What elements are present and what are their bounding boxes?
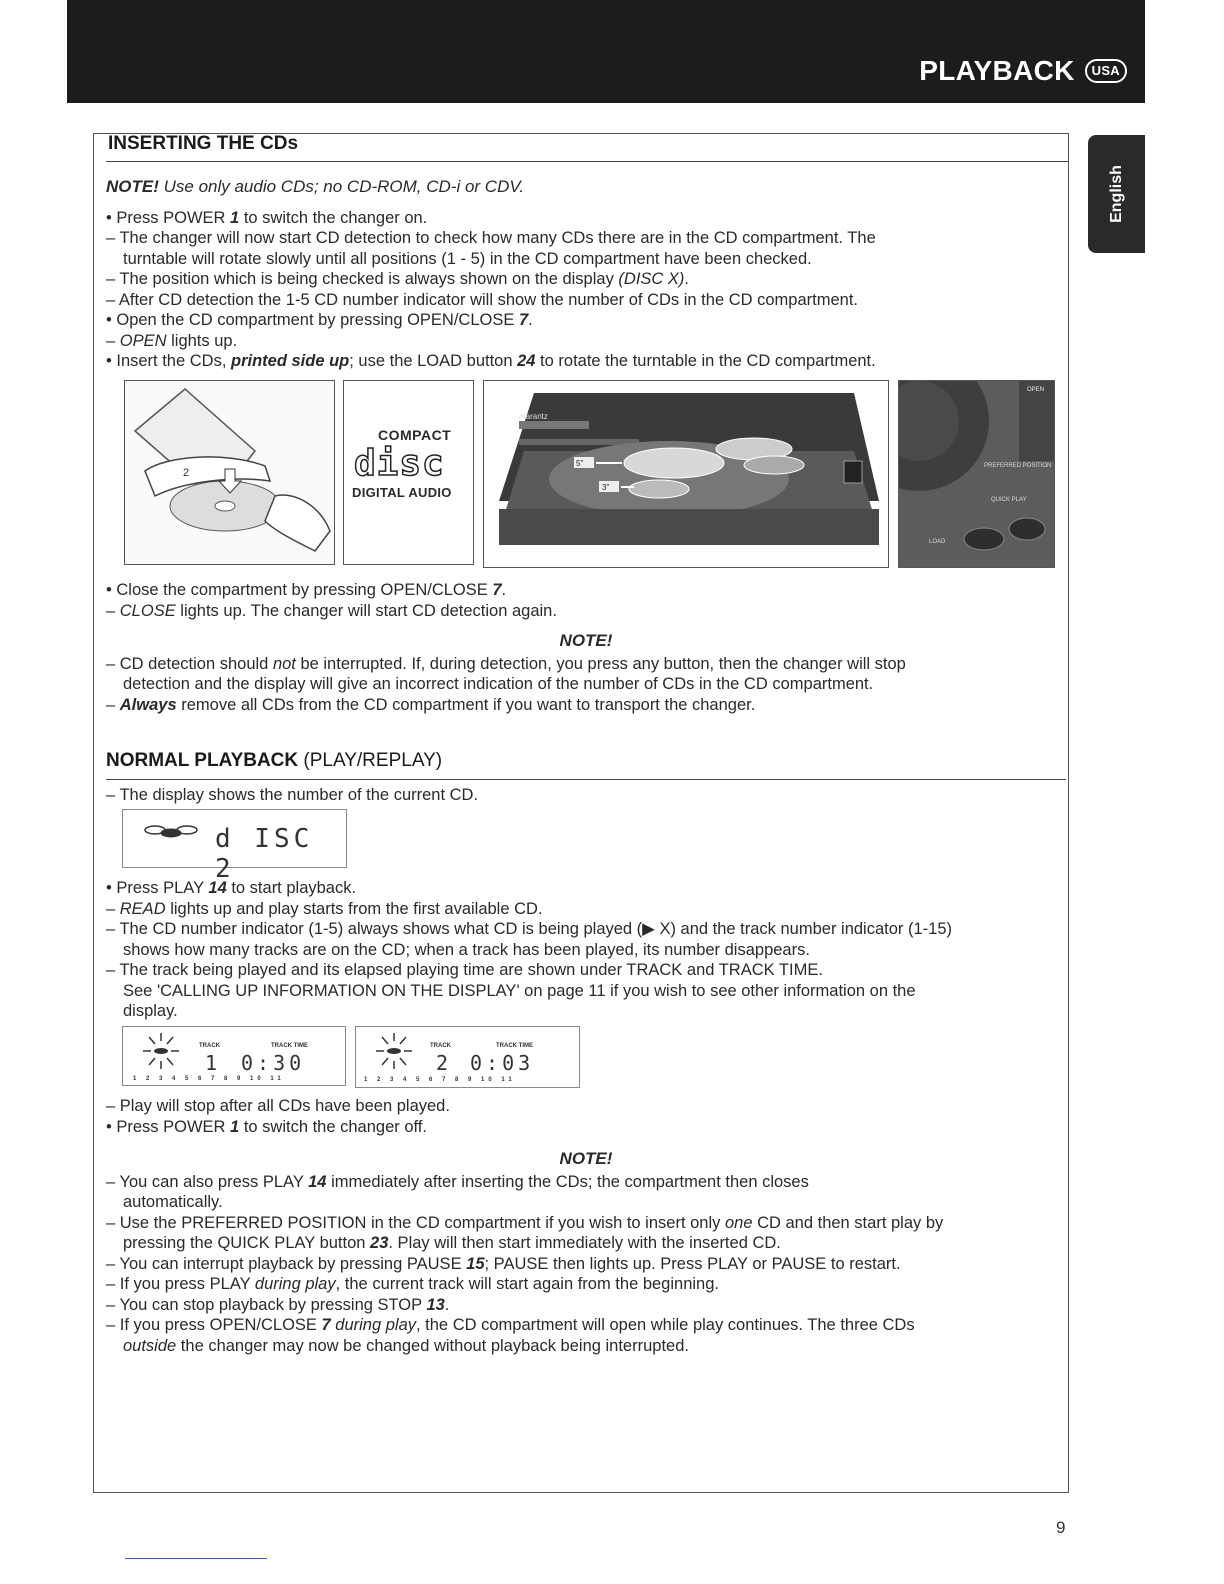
text-line: • Press PLAY 14 to start playback. [106,879,357,897]
text-line: – The changer will now start CD detection to check how many CDs there are in the CD compartment. The [106,229,876,247]
track-display-1: TRACK TRACK TIME 1 0:30 1 2 3 4 5 6 7 8 9 10 11 [122,1026,346,1086]
text-line: shows how many tracks are on the CD; when a track has been played, its number disappears. [123,940,810,959]
section2-lines [106,878,1066,1022]
text-line: – CD detection should not be interrupted. If, during detection, you press any button, then the changer will stop [106,654,906,673]
text-line: – Always remove all CDs from the CD compartment if you want to transport the changer. [106,695,756,714]
footer-link-rule [125,1558,267,1559]
disc-display-text: d ISC 2 [215,824,314,884]
text-line: outside the changer may now be changed without playback being interrupted. [123,1336,689,1355]
open-label: OPEN [1027,387,1045,393]
text-line: – The track being played and its elapsed playing time are shown under TRACK and TRACK TIME. [106,961,823,979]
text-line: pressing the QUICK PLAY button 23. Play will then start immediately with the inserted CD. [123,1234,781,1252]
track-display-2: TRACK TRACK TIME 2 0:03 1 2 3 4 5 6 7 8 9 10 11 [355,1026,580,1088]
text-line: – You can also press PLAY 14 immediately after inserting the CDs; the compartment then closes [106,1172,809,1191]
text-line: – You can stop playback by pressing STOP 13. [106,1295,450,1314]
note2-heading: NOTE! [559,631,613,650]
section1-after [106,580,1066,715]
section2-intro: – The display shows the number of the current CD. [106,786,479,804]
text-line: – If you press PLAY during play, the current track will start again from the beginning. [106,1275,719,1293]
text-line: – The position which is being checked is always shown on the display (DISC X). [106,270,689,288]
size-label-5: 5" [576,459,584,468]
text-line: • Press POWER 1 to switch the changer off. [106,1117,427,1136]
size-label-3: 3" [602,483,610,492]
text-line: • Insert the CDs, printed side up; use the LOAD button 24 to rotate the turntable in the CD compartment. [106,352,876,370]
playing-disc-icon [141,1031,181,1071]
section1-lines [106,208,1066,372]
text-line: – Use the PREFERRED POSITION in the CD compartment if you wish to insert only one CD and then start play by [106,1213,944,1232]
text-line: display. [123,1002,178,1020]
text-line: – OPEN lights up. [106,331,238,350]
language-tab: English [1088,135,1145,253]
section1-text [106,177,1066,372]
section-title-inserting: INSERTING THE CDs [108,133,299,154]
page-header [67,0,1145,103]
preferred-position-label: PREFERRED POSITION [984,463,1052,469]
svg-text:2: 2 [183,467,190,479]
text-line: – If you press OPEN/CLOSE 7 during play, the CD compartment will open while play continues. The three CDs [106,1316,915,1334]
section2-after [106,1096,1066,1356]
disc-display [122,809,347,884]
compact-disc-logo: COMPACT disc DIGITAL AUDIO [343,380,474,565]
brand-label: marantz [519,412,548,421]
page-number: 9 [1056,1518,1066,1537]
section-rule-2 [106,779,1066,780]
text-line: • Close the compartment by pressing OPEN/CLOSE 7. [106,581,507,599]
insert-cd-illustration [124,380,335,565]
compartment-closeup-illustration [898,380,1055,568]
text-line: – After CD detection the 1-5 CD number indicator will show the number of CDs in the CD compartment. [106,290,858,309]
text-line: • Press POWER 1 to switch the changer on. [106,208,428,227]
playing-disc-icon [374,1031,414,1071]
text-line: – The CD number indicator (1-5) always shows what CD is being played (▶ X) and the track number indicator (1-15) [106,920,953,938]
text-line: – READ lights up and play starts from the first available CD. [106,899,543,918]
text-line: See 'CALLING UP INFORMATION ON THE DISPLAY' on page 11 if you wish to see other information on the [123,981,916,1000]
note-line: NOTE! Use only audio CDs; no CD-ROM, CD-i or CDV. [106,177,525,196]
text-line: • Open the CD compartment by pressing OPEN/CLOSE 7. [106,311,533,329]
text-line: detection and the display will give an incorrect indication of the number of CDs in the CD compartment. [123,675,874,693]
section-rule [106,161,1068,162]
text-line: turntable will rotate slowly until all positions (1 - 5) in the CD compartment have been checked. [123,249,812,268]
section-title-normal-playback: NORMAL PLAYBACK (PLAY/REPLAY) [106,750,443,771]
text-line: automatically. [123,1193,223,1211]
header-title: PLAYBACK USA [919,55,1127,87]
disc-stack-icon [143,822,203,842]
text-line: – Play will stop after all CDs have been played. [106,1097,450,1115]
text-line: – CLOSE lights up. The changer will start CD detection again. [106,601,557,620]
usa-badge: USA [1085,59,1127,83]
quick-play-label: QUICK PLAY [991,497,1027,503]
text-line: – You can interrupt playback by pressing PAUSE 15; PAUSE then lights up. Press PLAY or PAUSE to restart. [106,1254,901,1273]
changer-illustration [483,380,889,568]
note3-heading: NOTE! [559,1149,613,1168]
load-label: LOAD [929,539,946,545]
